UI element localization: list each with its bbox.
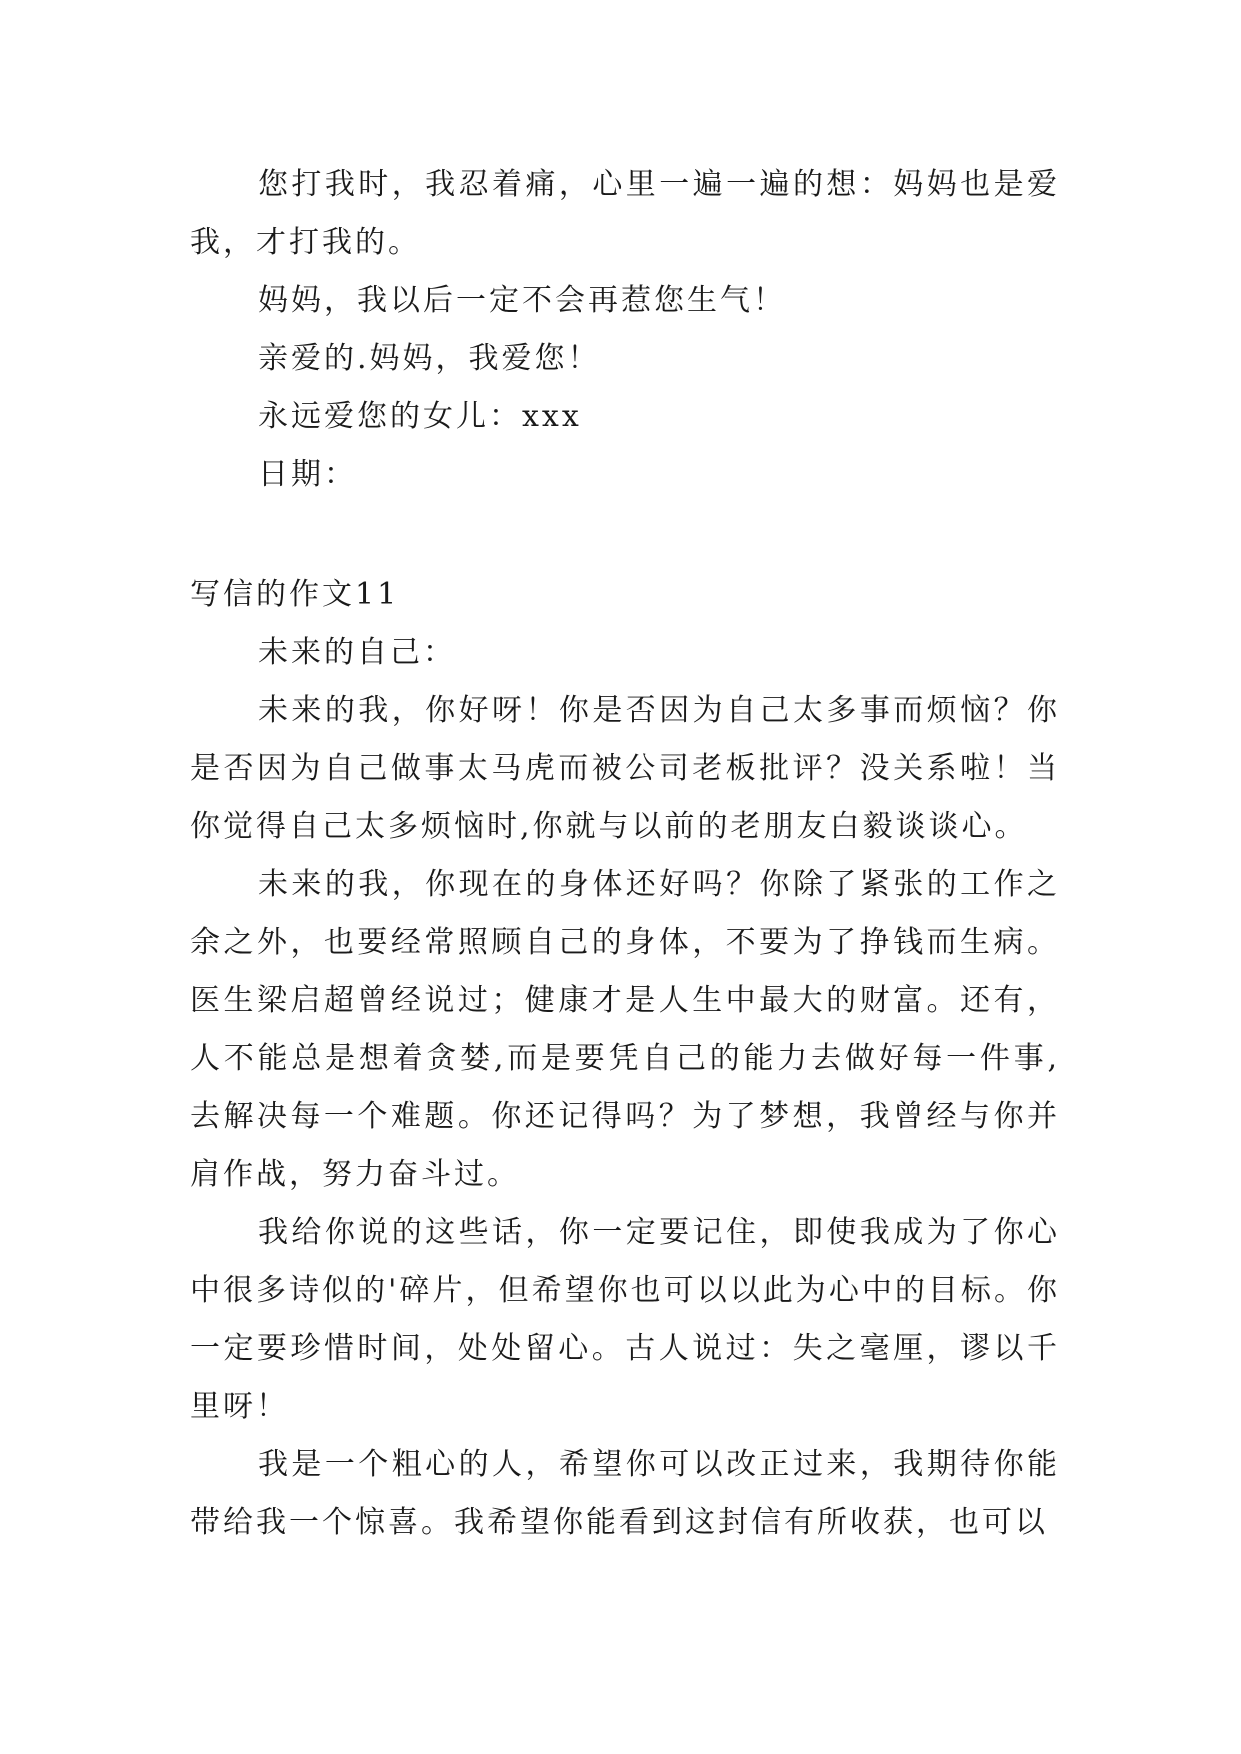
body-paragraph: 我给你说的这些话，你一定要记住，即使我成为了你心中很多诗似的'碎片，但希望你也可以以此为心中的目标。你一定要珍惜时间，处处留心。古人说过：失之毫厘，谬以千里呀！ — [190, 1215, 1060, 1424]
letter-two — [190, 566, 1060, 1552]
closing-line: 亲爱的.妈妈，我爱您！ — [258, 341, 601, 376]
body-paragraph: 我是一个粗心的人，希望你可以改正过来，我期待你能带给我一个惊喜。我希望你能看到这封信有所收获，也可以 — [190, 1447, 1060, 1540]
section-title: 写信的作文11 — [190, 577, 400, 612]
letter-one-closing — [190, 156, 1060, 504]
body-paragraph: 未来的我，你好呀！你是否因为自己太多事而烦恼？你是否因为自己做事太马虎而被公司老板批评？没关系啦！当你觉得自己太多烦恼时,你就与以前的老朋友白毅谈谈心。 — [190, 693, 1060, 844]
body-paragraph: 您打我时，我忍着痛，心里一遍一遍的想：妈妈也是爱我，才打我的。 — [190, 167, 1060, 260]
body-paragraph: 妈妈，我以后一定不会再惹您生气！ — [258, 283, 786, 318]
signature-line: 永远爱您的女儿：xxx — [258, 399, 582, 434]
date-line: 日期： — [258, 457, 357, 492]
body-paragraph: 未来的我，你现在的身体还好吗？你除了紧张的工作之余之外，也要经常照顾自己的身体，不要为了挣钱而生病。医生梁启超曾经说过；健康才是人生中最大的财富。还有，人不能总是想着贪婪,而是要凭自己的能力去做好每一件事,去解决每一个难题。你还记得吗？为了梦想，我曾经与你并肩作战，努力奋斗过。 — [190, 867, 1060, 1192]
salutation: 未来的自己： — [258, 635, 456, 670]
